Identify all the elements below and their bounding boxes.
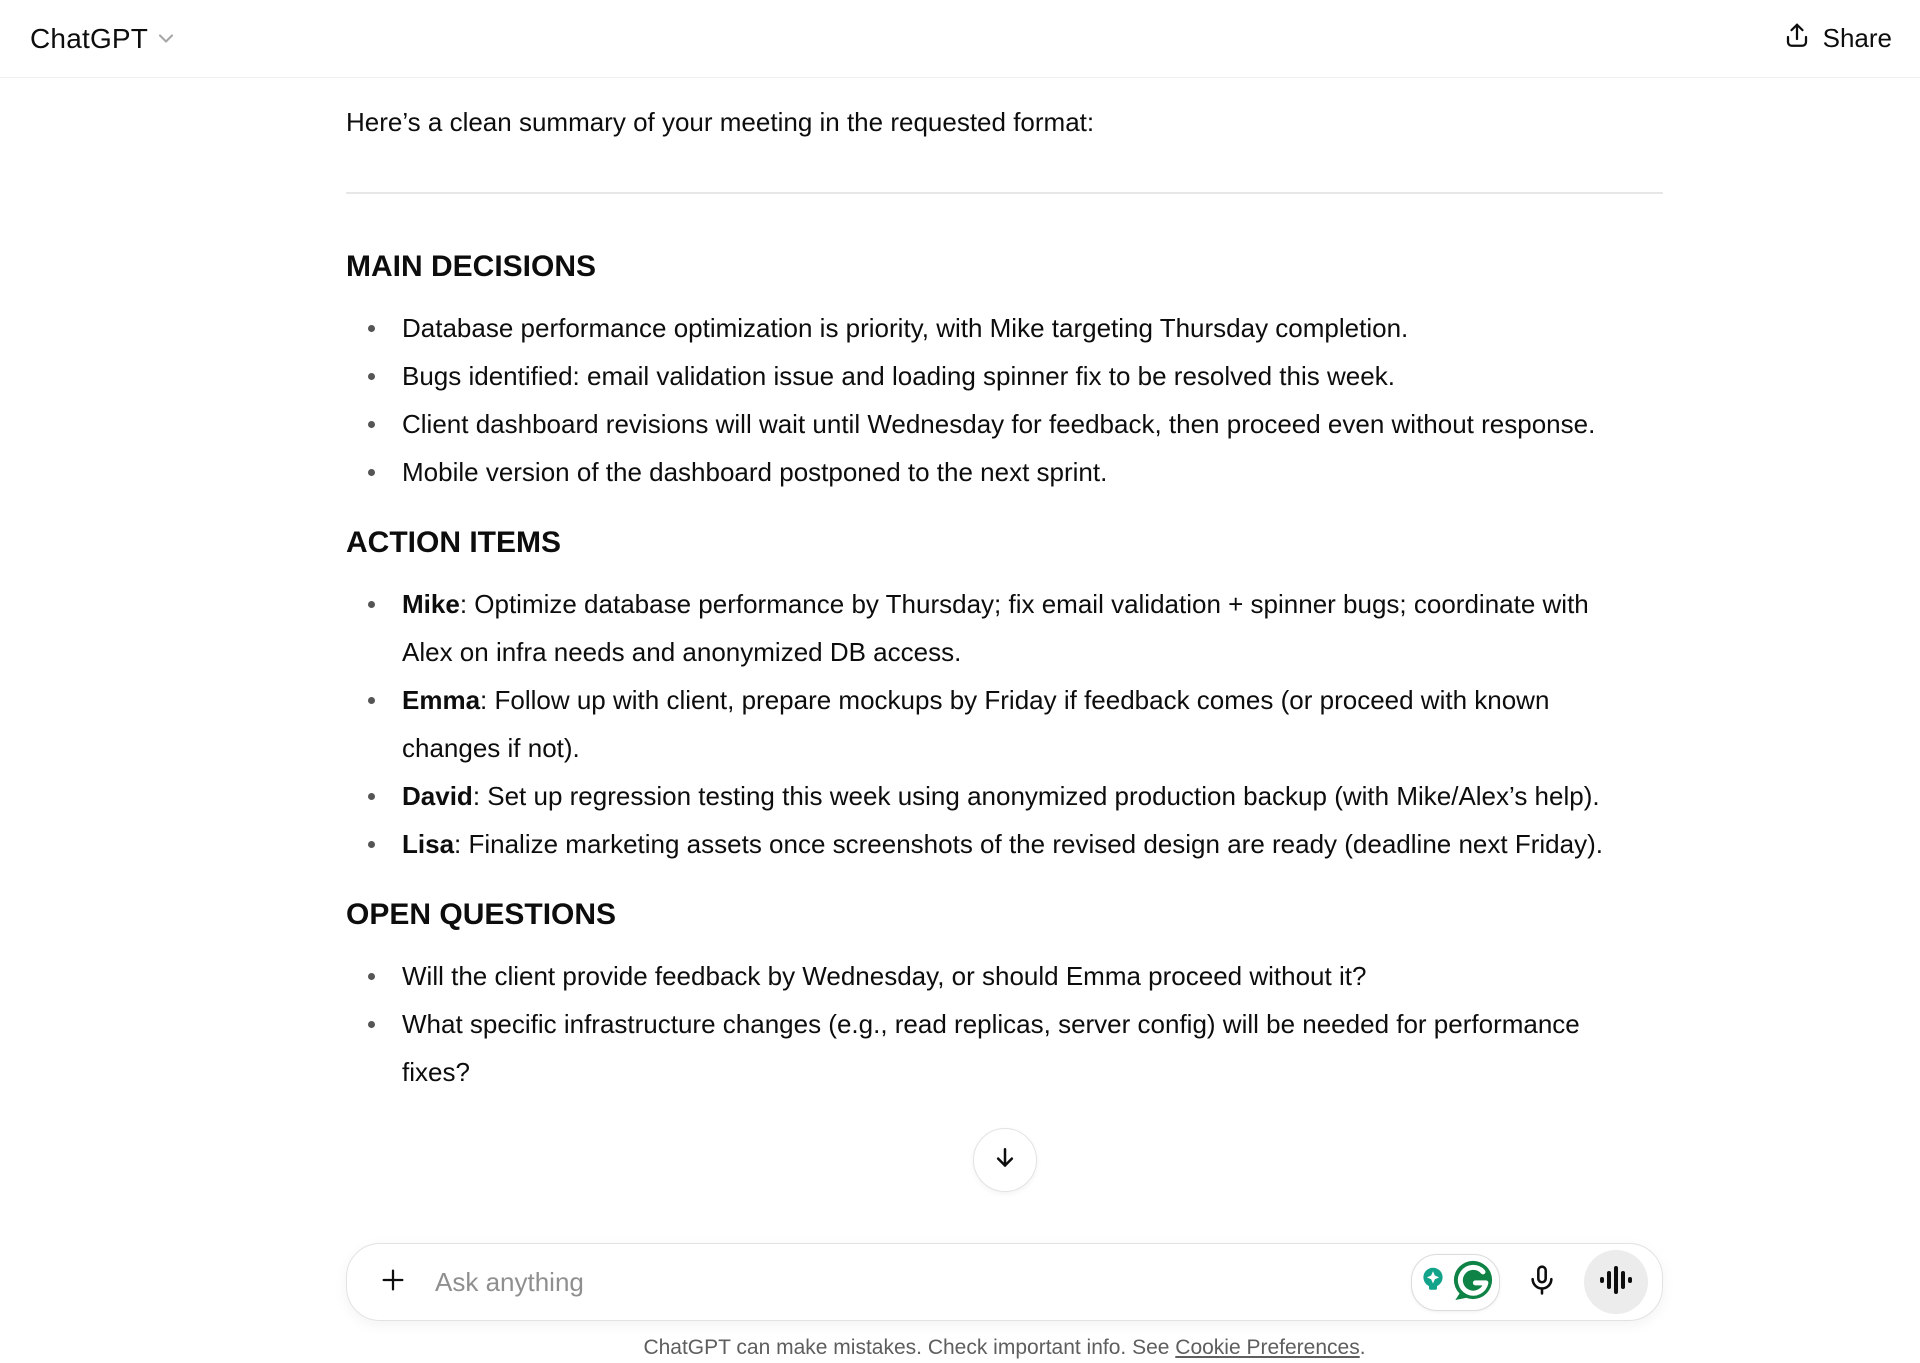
open-questions-list: [346, 952, 1642, 1096]
message-input[interactable]: [435, 1260, 1411, 1304]
section-divider: [346, 192, 1663, 194]
lightbulb-sparkle-icon: [1417, 1264, 1449, 1301]
microphone-icon: [1525, 1263, 1559, 1302]
top-bar: [0, 0, 1920, 78]
list-item: Mobile version of the dashboard postponed to the next sprint.: [346, 448, 1642, 496]
grammarly-g-icon: [1452, 1259, 1494, 1306]
heading-open-questions: OPEN QUESTIONS: [346, 898, 617, 931]
main-decisions-list: [346, 304, 1642, 496]
list-item: Mike: Optimize database performance by Thursday; fix email validation + spinner bugs; coordinate with Alex on infra needs and anonymized DB access.: [346, 580, 1642, 676]
attach-button[interactable]: [371, 1260, 415, 1304]
list-item: Client dashboard revisions will wait until Wednesday for feedback, then proceed even without response.: [346, 400, 1642, 448]
assignee-name: Mike: [402, 589, 460, 619]
heading-action-items: ACTION ITEMS: [346, 526, 561, 559]
grammarly-widget[interactable]: [1411, 1254, 1500, 1311]
share-label: Share: [1822, 23, 1892, 53]
assignee-name: David: [402, 781, 473, 811]
assistant-message: [346, 78, 1663, 1096]
list-item: Lisa: Finalize marketing assets once screenshots of the revised design are ready (deadline next Friday).: [346, 820, 1642, 868]
plus-icon: [377, 1264, 409, 1301]
disclaimer-period: .: [1359, 1336, 1366, 1359]
list-item: Database performance optimization is priority, with Mike targeting Thursday completion.: [346, 304, 1642, 352]
scroll-to-bottom-button[interactable]: [973, 1128, 1037, 1192]
voice-mode-button[interactable]: [1584, 1250, 1648, 1314]
voice-waveform-icon: [1599, 1263, 1633, 1302]
list-item: Bugs identified: email validation issue and loading spinner fix to be resolved this week.: [346, 352, 1642, 400]
model-switcher[interactable]: [30, 22, 178, 55]
chevron-down-icon: [154, 26, 178, 55]
disclaimer: [346, 1336, 1663, 1360]
dictate-button[interactable]: [1520, 1260, 1564, 1304]
share-button[interactable]: [1782, 20, 1892, 57]
heading-main-decisions: MAIN DECISIONS: [346, 250, 597, 283]
composer-actions: [1411, 1250, 1648, 1314]
assignee-name: Emma: [402, 685, 481, 715]
disclaimer-text: ChatGPT can make mistakes. Check important info. See: [643, 1336, 1176, 1359]
list-item: What specific infrastructure changes (e.g., read replicas, server config) will be needed for performance fixes?: [346, 1000, 1642, 1096]
composer-bar[interactable]: [346, 1243, 1663, 1321]
action-items-list: [346, 580, 1642, 868]
message-intro: Here’s a clean summary of your meeting in the requested format:: [346, 107, 1095, 137]
upload-icon: [1782, 20, 1812, 57]
app-title: ChatGPT: [30, 22, 149, 54]
assignee-name: Lisa: [402, 829, 455, 859]
list-item: Will the client provide feedback by Wednesday, or should Emma proceed without it?: [346, 952, 1642, 1000]
list-item: David: Set up regression testing this week using anonymized production backup (with Mike/Alex’s help).: [346, 772, 1642, 820]
cookie-preferences-link[interactable]: Cookie Preferences: [1175, 1336, 1360, 1359]
down-arrow-icon: [990, 1143, 1020, 1178]
list-item: Emma: Follow up with client, prepare mockups by Friday if feedback comes (or proceed with known changes if not).: [346, 676, 1642, 772]
